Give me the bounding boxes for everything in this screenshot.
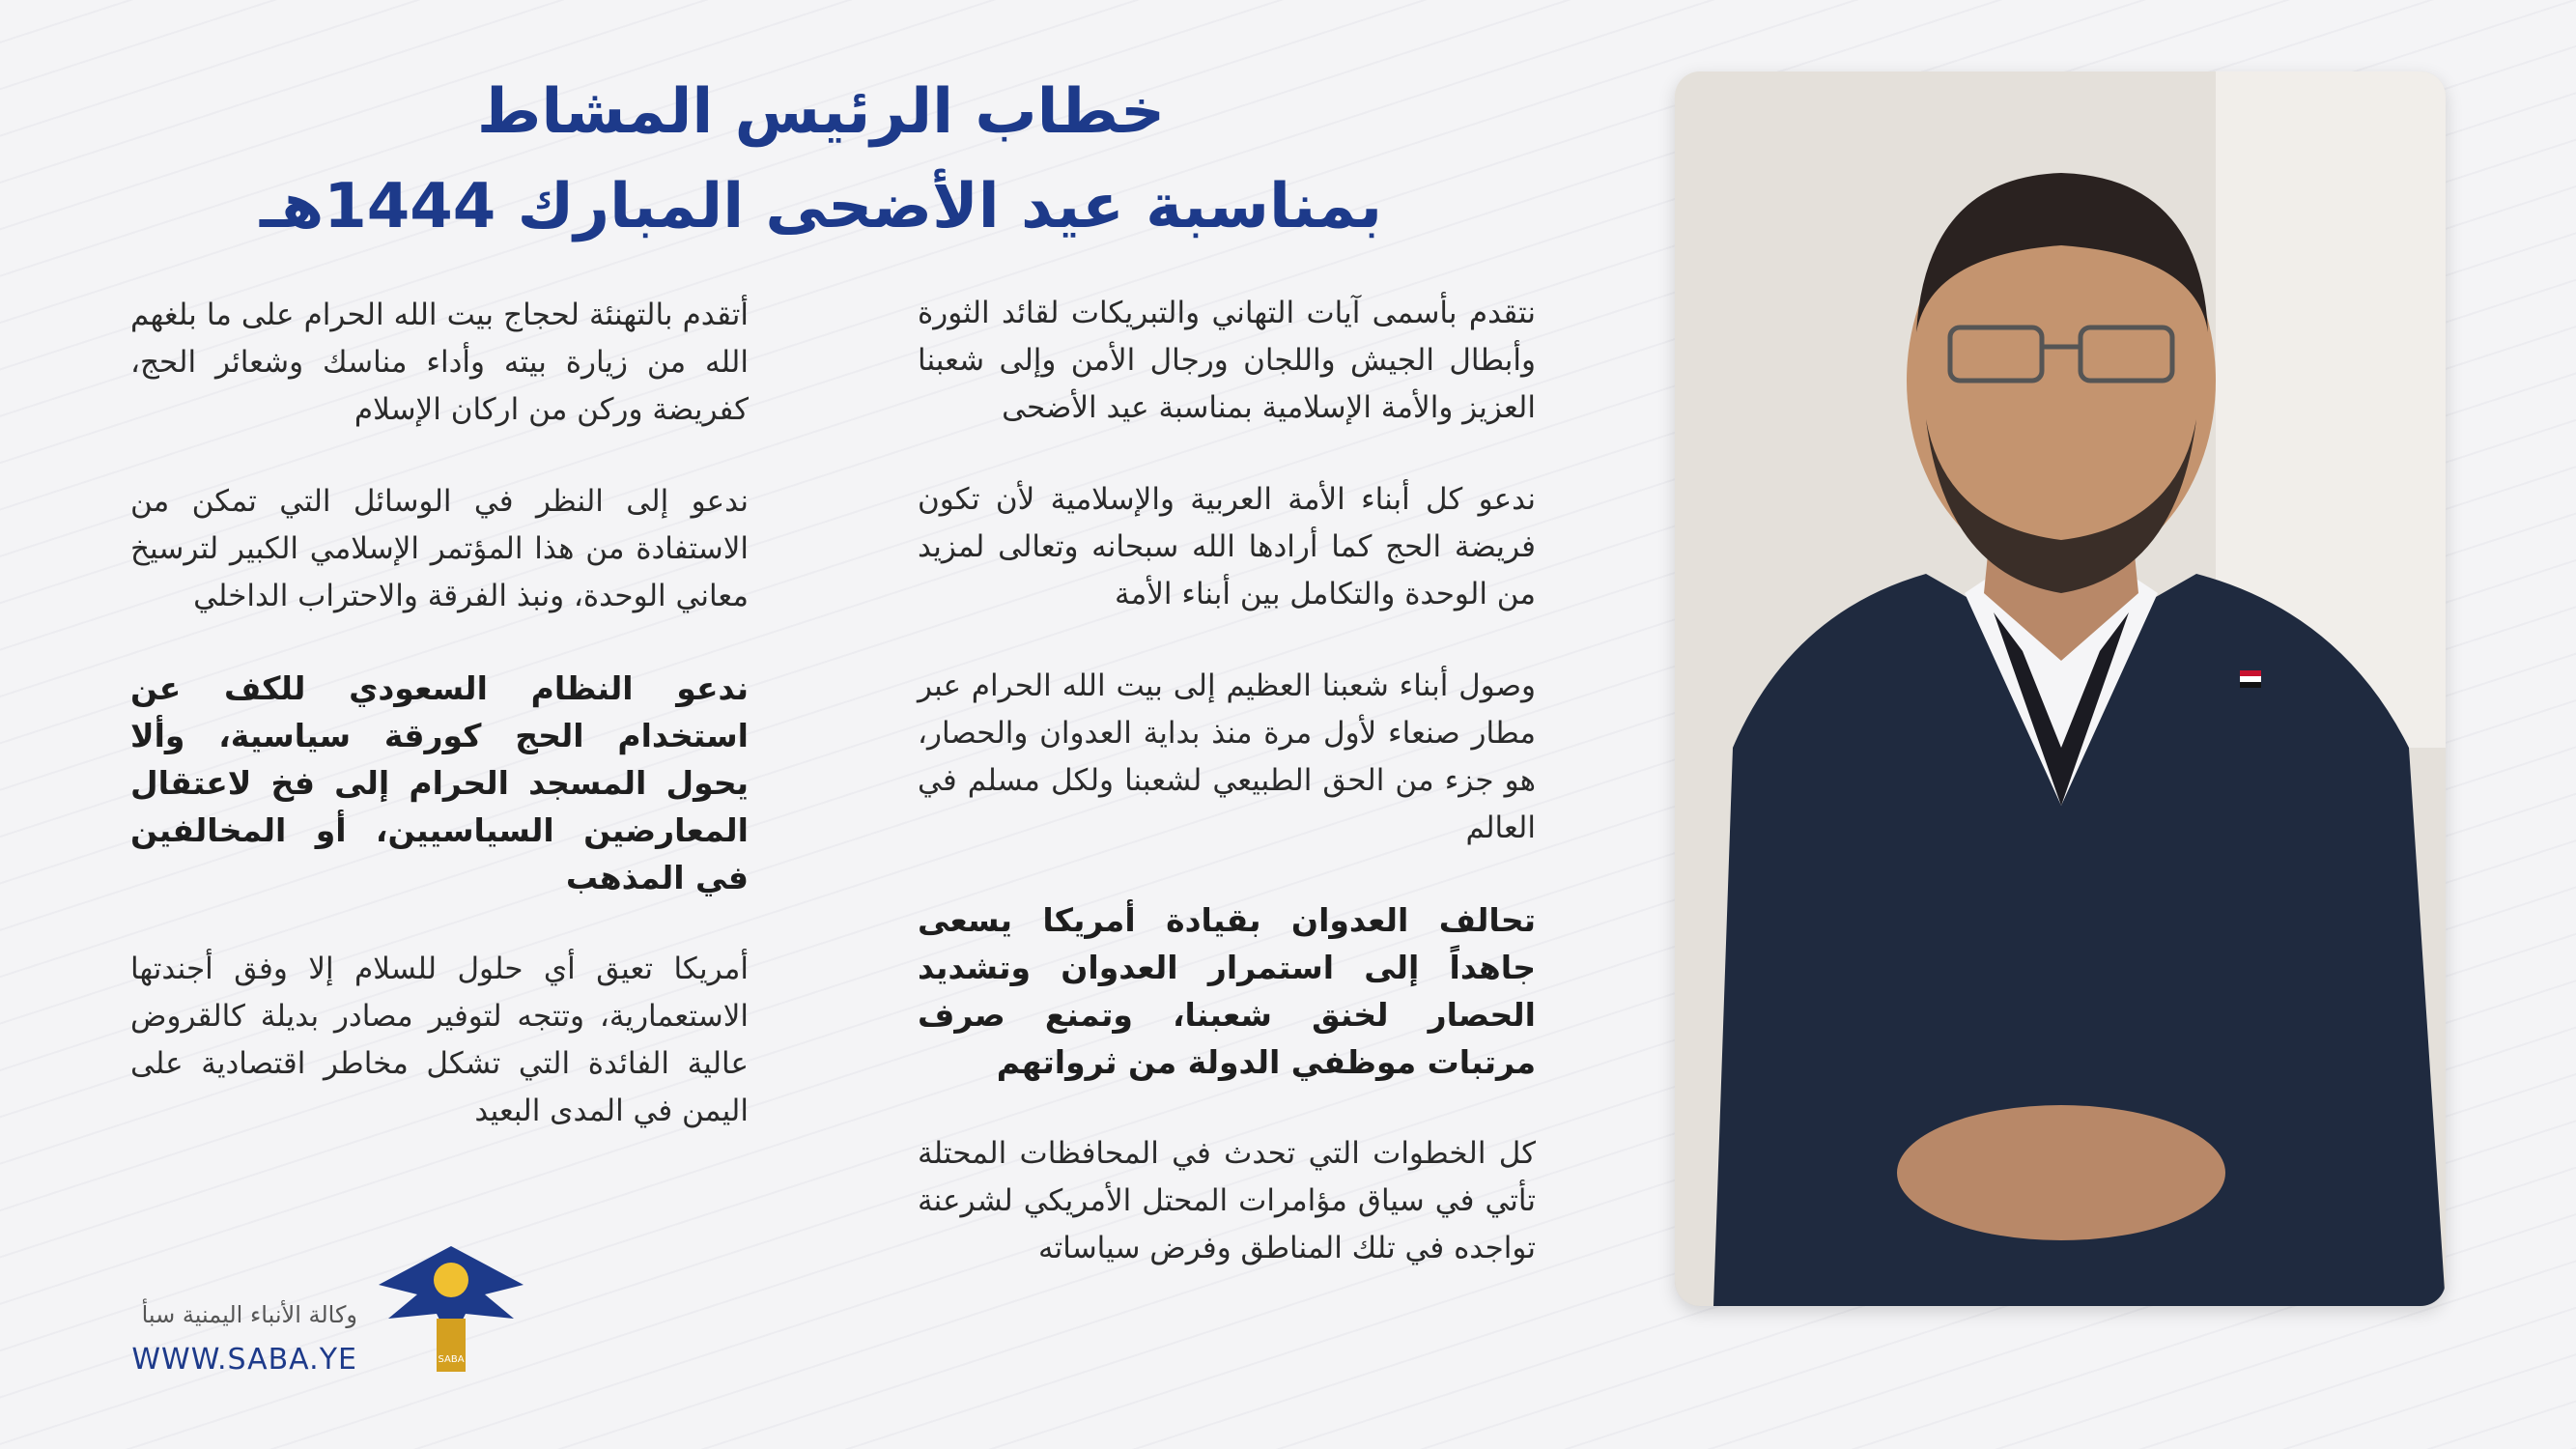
- agency-name: وكالة الأنباء اليمنية سبأ: [141, 1301, 357, 1328]
- statement-paragraph: كل الخطوات التي تحدث في المحافظات المحتلة تأتي في سياق مؤامرات المحتل الأمريكي لشرعنة تواجده في تلك المناطق وفرض سياساته: [918, 1136, 1536, 1265]
- saba-logo-icon: [359, 1227, 543, 1391]
- statement-paragraph: ندعو إلى النظر في الوسائل التي تمكن من الاستفادة من هذا المؤتمر الإسلامي الكبير لترسيخ معاني الوحدة، ونبذ الفرقة والاحتراب الداخلي: [130, 484, 749, 613]
- portrait-illustration: [1675, 71, 2446, 1306]
- left-text-column: [130, 292, 749, 1179]
- statement-paragraph: وصول أبناء شعبنا العظيم إلى بيت الله الحرام عبر مطار صنعاء لأول مرة منذ بداية العدوان والحصار، هو جزء من الحق الطبيعي لشعبنا ولكل مسلم في العالم: [918, 668, 1536, 845]
- logo-text: SABA: [438, 1354, 465, 1365]
- statement-paragraph-bold: ندعو النظام السعودي للكف عن استخدام الحج كورقة سياسية، وألا يحول المسجد الحرام إلى فخ لاعتقال المعارضين السياسيين، أو المخالفين في المذهب: [130, 669, 749, 896]
- statement-paragraph: ندعو كل أبناء الأمة العربية والإسلامية لأن تكون فريضة الحج كما أرادها الله سبحانه وتعالى لمزيد من الوحدة والتكامل بين أبناء الأمة: [918, 482, 1536, 611]
- right-text-column: [918, 290, 1536, 1317]
- statement-paragraph: أمريكا تعيق أي حلول للسلام إلا وفق أجندتها الاستعمارية، وتتجه لتوفير مصادر بديلة كالقروض عالية الفائدة التي تشكل مخاطر اقتصادية على اليمن في المدى البعيد: [130, 952, 749, 1128]
- agency-url[interactable]: WWW.SABA.YE: [131, 1343, 357, 1377]
- statement-paragraph: أتقدم بالتهنئة لحجاج بيت الله الحرام على ما بلغهم الله من زيارة بيته وأداء مناسك وشعائر الحج، كفريضة وركن من اركان الإسلام: [130, 298, 749, 427]
- page-title-line-1: خطاب الرئيس المشاط: [476, 76, 1166, 148]
- statement-paragraph: نتقدم بأسمى آيات التهاني والتبريكات لقائد الثورة وأبطال الجيش واللجان ورجال الأمن وإلى شعبنا العزيز والأمة الإسلامية بمناسبة عيد الأضحى: [918, 296, 1536, 425]
- page-title-line-2: بمناسبة عيد الأضحى المبارك 1444هـ: [259, 171, 1383, 242]
- portrait-photo: [1675, 71, 2446, 1306]
- statement-paragraph-bold: تحالف العدوان بقيادة أمريكا يسعى جاهداً إلى استمرار العدوان وتشديد الحصار لخنق شعبنا، وتمنع صرف مرتبات موظفي الدولة من ثرواتهم: [918, 901, 1536, 1081]
